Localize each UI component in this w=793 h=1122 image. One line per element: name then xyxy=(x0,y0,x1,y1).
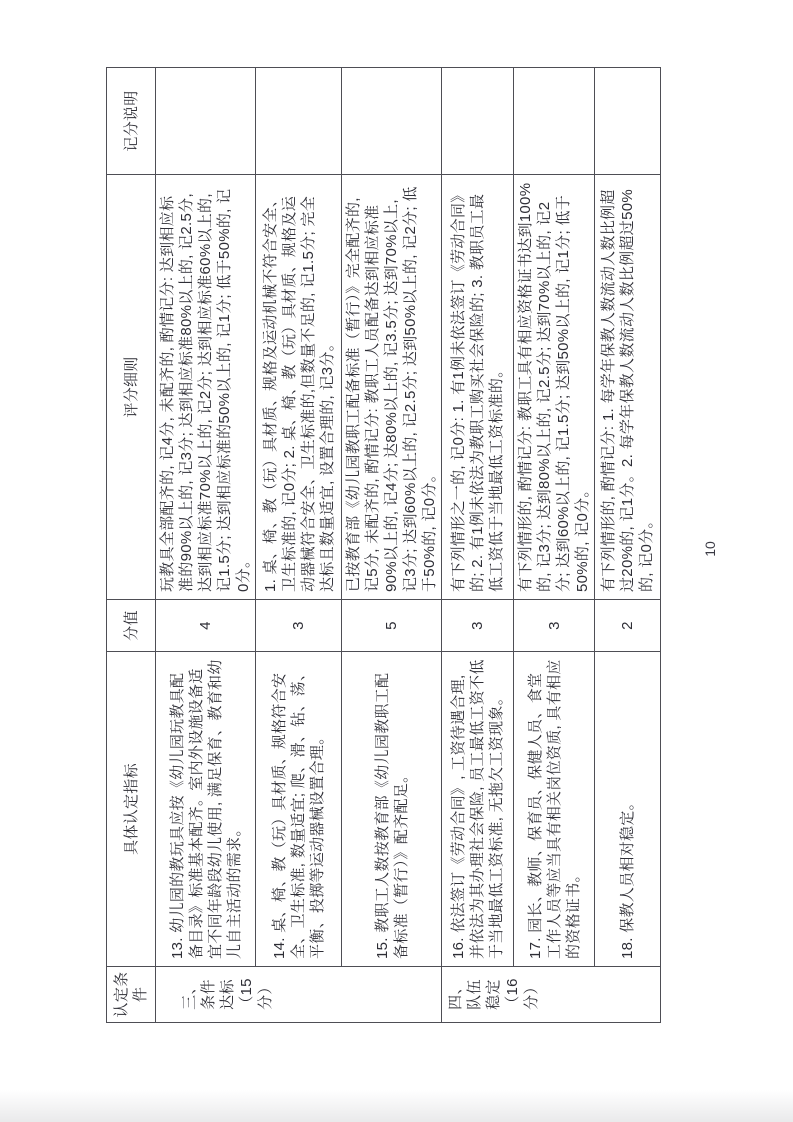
notes-cell-18 xyxy=(595,68,661,175)
rotated-table-container xyxy=(106,68,656,1023)
scan-shadow xyxy=(0,1090,793,1122)
score-cell-16: 3 xyxy=(442,600,514,652)
notes-cell-15 xyxy=(342,68,442,175)
table-header-row xyxy=(107,68,156,1023)
score-cell-18: 2 xyxy=(595,600,661,652)
header-cell-score: 分值 xyxy=(107,600,156,652)
table-row-16 xyxy=(442,68,514,1023)
score-cell-15: 5 xyxy=(342,600,442,652)
rules-cell-16: 有下列情形之一的, 记0分: 1. 有1例未依法签订《劳动合同》的; 2. 有1例未依法为教职工购买社会保险的; 3. 教职员工最低工资低于当地最低工资标准的。 xyxy=(442,175,514,600)
table-row-18 xyxy=(595,68,661,1023)
group-label-line: 三、 xyxy=(181,979,198,1010)
indicator-cell-16: 16. 依法签订《劳动合同》, 工资待遇合理, 并依法为其办理社会保险, 员工最低工资不低于当地最低工资标准, 无拖欠工资现象。 xyxy=(442,652,514,967)
table-row-15 xyxy=(342,68,442,1023)
group-label-line: （16分） xyxy=(504,978,540,1011)
score-cell-14: 3 xyxy=(256,600,342,652)
notes-cell-17 xyxy=(514,68,595,175)
indicator-cell-13: 13. 幼儿园的教玩具应按《幼儿园玩教具配备目录》标准基本配齐。室内外设施设备适宜不同年龄段幼儿使用, 满足保育、教育和幼儿自主活动的需求。 xyxy=(156,652,256,967)
notes-cell-14 xyxy=(256,68,342,175)
rules-cell-14: 1. 桌、椅、教（玩）具材质、规格及运动机械不符合安全、卫生标准的, 记0分; 2. 桌、椅、教（玩）具材质、规格及运动器械符合安全、卫生标准的,但数量不足的, 记1.5分; 完全达标且数量适宜, 设置合理的, 记3分。 xyxy=(256,175,342,600)
page-number: 10 xyxy=(702,541,718,557)
rules-cell-17: 有下列情形的, 酌情记分: 教职工具有相应资格证书达到100%的, 记3分; 达到80%以上的, 记2.5分; 达到70%以上的, 记2分; 达到60%以上的, 记1.5分; 达到50%以上的, 记1分; 低于50%的, 记0分。 xyxy=(514,175,595,600)
group-label-line: 稳定 xyxy=(485,979,502,1010)
header-cell-notes: 记分说明 xyxy=(107,68,156,175)
rules-cell-15: 已按教育部《幼儿园教职工配备标准（暂行）》完全配齐的, 记5分, 未配齐的, 酌情记分: 教职工人员配备达到相应标准90%以上的, 记4分; 达80%以上的, 记3.5分; 达到70%以上, 记3分; 达到60%以上的, 记2.5分; 达到50%以上的, 记2分; 低于50%的, 记0分。 xyxy=(342,175,442,600)
rules-cell-13: 玩教具全部配齐的, 记4分, 未配齐的, 酌情记分: 达到相应标准的90%以上的, 记3分; 达到相应标准80%以上的, 记2.5分, 达到相应标准70%以上的, 记2分; 达到相应标准60%以上的, 记1.5分; 达到相应标准的50%以上的, 记1分; 低于50%的, 记0分。 xyxy=(156,175,256,600)
indicator-cell-18: 18. 保教人员相对稳定。 xyxy=(595,652,661,967)
group-label-line: 条件 xyxy=(200,979,217,1010)
notes-cell-13 xyxy=(156,68,256,175)
indicator-cell-17: 17. 园长、教师、保育员、保健人员、食堂工作人员等应当具有相关岗位资质, 具有相应的资格证书。 xyxy=(514,652,595,967)
kindergarten-scoring-table xyxy=(106,67,661,1023)
table-row-17 xyxy=(514,68,595,1023)
indicator-cell-15: 15. 教职工人数按教育部《幼儿园教职工配备标准（暂行）》配齐配足。 xyxy=(342,652,442,967)
header-cell-rules: 评分细则 xyxy=(107,175,156,600)
notes-cell-16 xyxy=(442,68,514,175)
group-label-line: 达标 xyxy=(219,979,236,1010)
group-label-condition-3 xyxy=(156,967,442,1023)
table-row-14 xyxy=(256,68,342,1023)
indicator-cell-14: 14. 桌、椅、教（玩）具材质、规格符合安全、卫生标准, 数量适宜; 爬、滑、钻、荡、平衡、投掷等运动器械设置合理。 xyxy=(256,652,342,967)
header-cell-indicator: 具体认定指标 xyxy=(107,652,156,967)
score-cell-13: 4 xyxy=(156,600,256,652)
group-label-condition-4 xyxy=(442,967,661,1023)
header-cell-condition: 认定条件 xyxy=(107,967,156,1023)
rules-cell-18: 有下列情形的, 酌情记分: 1. 每学年保教人数流动人数比例超过20%的, 记1分。2. 每学年保教人数流动人数比例超过50%的, 记0分。 xyxy=(595,175,661,600)
group-label-line: 队伍 xyxy=(466,979,483,1010)
score-cell-17: 3 xyxy=(514,600,595,652)
table-row-13 xyxy=(156,68,256,1023)
group-label-line: 四、 xyxy=(447,979,464,1010)
group-label-line: （15分） xyxy=(238,978,274,1011)
